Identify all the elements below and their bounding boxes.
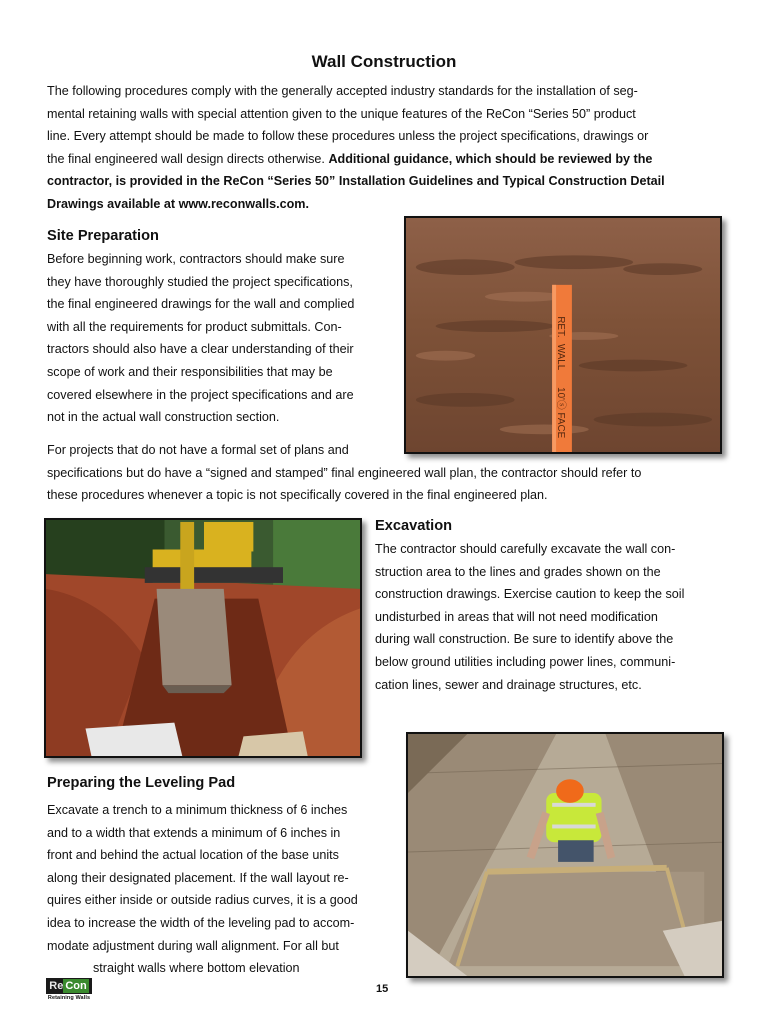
site-stake-image: [406, 218, 720, 452]
page-title: Wall Construction: [311, 52, 457, 71]
logo-re: Re: [49, 980, 64, 992]
stake-label-line-2: WALL: [555, 343, 567, 371]
logo-subtitle: Retaining Walls: [47, 995, 91, 1001]
site-prep-line: Before beginning work, contractors should make sure: [47, 252, 345, 266]
leveling-pad-image: [408, 734, 722, 976]
intro-bold-line: contractor, is provided in the ReCon “Series 50” Installation Guidelines and Typical Construction Detail: [47, 174, 665, 189]
intro-line-normal: the final engineered wall design directs otherwise.: [47, 151, 329, 166]
logo-con: Con: [65, 980, 87, 992]
leveling-pad-line: straight walls where bottom elevation: [93, 961, 300, 976]
leveling-pad-line: modate adjustment during wall alignment. For all but: [47, 938, 339, 953]
recon-logo-mark: [46, 978, 92, 994]
leveling-pad-line: quires either inside or outside radius curves, it is a good: [47, 893, 358, 908]
site-prep-line: not in the actual wall construction section.: [47, 410, 280, 425]
intro-line: [47, 148, 727, 171]
excavation-line: construction drawings. Exercise caution to keep the soil: [375, 587, 685, 602]
excavation-line: undisturbed in areas that will not need modification: [375, 609, 658, 624]
recon-logo: [46, 978, 92, 1001]
followup-line: specifications but do have a “signed and stamped” final engineered wall plan, the contractor should refer to: [47, 465, 642, 480]
page-number: 15: [376, 983, 389, 995]
excavation-image: [46, 520, 360, 756]
excavation-line: below ground utilities including power lines, communi-: [375, 654, 676, 669]
leveling-pad-heading: Preparing the Leveling Pad: [47, 775, 236, 791]
site-stake-photo: [404, 216, 722, 454]
excavation-line: during wall construction. Be sure to identify above the: [375, 632, 674, 647]
site-prep-line: they have thoroughly studied the project specifications,: [47, 274, 353, 289]
excavation-line: The contractor should carefully excavate the wall con-: [375, 542, 676, 556]
followup-line: For projects that do not have a formal set of plans and: [47, 443, 349, 457]
leveling-pad-line: along their designated placement. If the wall layout re-: [47, 870, 349, 885]
intro-line: line. Every attempt should be made to follow these procedures unless the project specifications, drawings or: [47, 129, 649, 144]
leveling-pad-line: front and behind the actual location of the base units: [47, 848, 339, 863]
intro-line: mental retaining walls with special attention given to the unique features of the ReCon “Series 50” product: [47, 106, 636, 121]
intro-line-bold: Additional guidance, which should be reviewed by the: [328, 151, 653, 166]
site-prep-line: tractors should also have a clear understanding of their: [47, 342, 354, 357]
intro-line: The following procedures comply with the generally accepted industry standards for the installation of seg-: [47, 84, 638, 98]
site-prep-line: covered elsewhere in the project specifications and are: [47, 387, 354, 402]
excavation-heading: Excavation: [375, 518, 453, 534]
intro-link-line: Drawings available at www.reconwalls.com.: [47, 196, 309, 211]
leveling-pad-line: and to a width that extends a minimum of 6 inches in: [47, 825, 341, 840]
excavation-section: [375, 518, 725, 696]
excavation-photo: [44, 518, 362, 758]
site-prep-line: with all the requirements for product submittals. Con-: [47, 319, 342, 334]
site-prep-line: the final engineered drawings for the wall and complied: [47, 297, 355, 312]
site-prep-line: scope of work and their responsibilities that may be: [47, 364, 333, 379]
stake-label-line-1: RET.: [555, 316, 567, 338]
site-preparation-section: [47, 228, 397, 429]
leveling-pad-section: [47, 775, 397, 980]
excavation-line: cation lines, sewer and drainage structures, etc.: [375, 677, 642, 692]
leveling-pad-line: Excavate a trench to a minimum thickness of 6 inches: [47, 803, 348, 817]
leveling-pad-line: idea to increase the width of the leveling pad to accom-: [47, 915, 355, 930]
excavation-line: struction area to the lines and grades shown on the: [375, 564, 661, 579]
site-preparation-heading: Site Preparation: [47, 228, 159, 244]
leveling-pad-photo: [406, 732, 724, 978]
intro-paragraph: [47, 80, 727, 216]
stake-label-line-3: 10'ⓢ FACE: [555, 387, 567, 439]
followup-line: these procedures whenever a topic is not specifically covered in the final engineered plan.: [47, 488, 548, 503]
